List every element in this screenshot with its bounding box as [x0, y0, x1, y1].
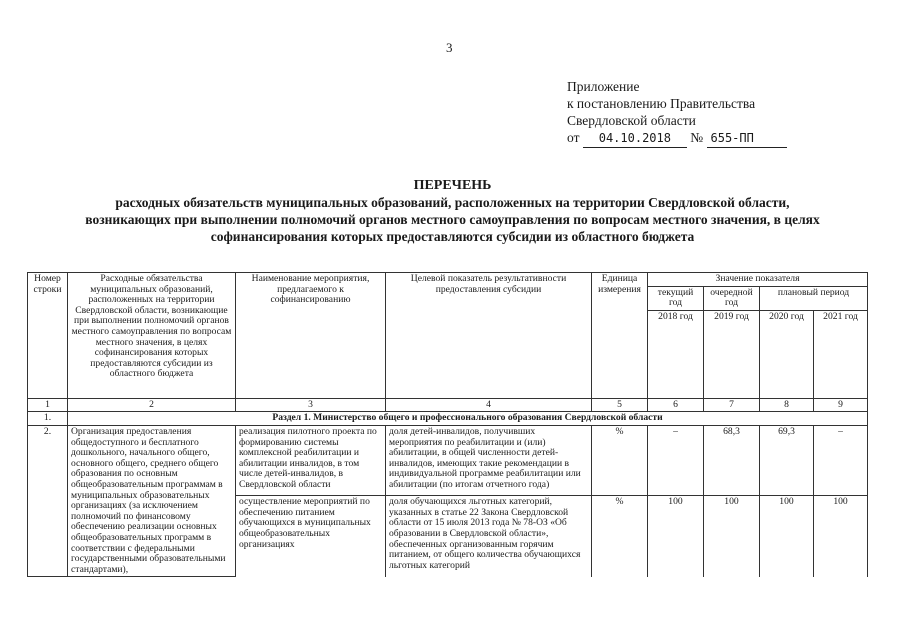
title-line-2: возникающих при выполнении полномочий органов местного самоуправления по вопросам местного значения, в целях: [85, 212, 820, 227]
header-next-year: очередной год: [704, 286, 760, 310]
event-text: реализация пилотного проекта по формированию системы комплексной реабилитации и абилитации инвалидов, в том числе детей-инвалидов, в Свердловской области: [236, 425, 386, 495]
column-number-row: [28, 398, 868, 412]
col-number: 1: [28, 398, 68, 412]
col-number: 6: [648, 398, 704, 412]
col-number: 7: [704, 398, 760, 412]
value-2021: 100: [814, 496, 868, 577]
value-2020: 100: [760, 496, 814, 577]
appendix-date-line: [567, 129, 787, 148]
col-number: 2: [68, 398, 236, 412]
header-plan-period: плановый период: [760, 286, 868, 310]
title-line-1: расходных обязательств муниципальных образований, расположенных на территории Свердловской области,: [115, 195, 790, 210]
event-text: осуществление мероприятий по обеспечению питанием обучающихся в муниципальных общеобразовательных организациях: [236, 496, 386, 577]
header-row-no: Номер строки: [28, 273, 68, 399]
header-current-year: текущий год: [648, 286, 704, 310]
title-heading: ПЕРЕЧЕНЬ: [413, 178, 492, 193]
title-line-3: софинансирования которых предоставляются субсидии из областного бюджета: [210, 229, 695, 244]
obligation-text: Организация предоставления общедоступного и бесплатного дошкольного, начального общего, основного общего, среднего общего образования по основным общеобразовательным программам в муниципальных образовательных организациях (за исключением полномочий по финансовому обеспечению реализации основных общеобразовательных программ в соответствии с федеральными государственными образовательными стандартами),: [68, 425, 236, 576]
section-row: [28, 412, 868, 426]
header-indicator: Целевой показатель результативности предоставления субсидии: [386, 273, 592, 399]
indicator-text: доля детей-инвалидов, получивших мероприятия по реабилитации и (или) абилитации, в общей численности детей-инвалидов, имеющих такие рекомендации в индивидуальной программе реабилитации или абилитации (по итогам отчетного года): [386, 425, 592, 495]
col-number: 8: [760, 398, 814, 412]
table-row: [28, 425, 868, 495]
resolution-number: 655-ПП: [707, 130, 787, 148]
obligations-table: [27, 272, 868, 577]
resolution-date: 04.10.2018: [583, 130, 687, 148]
appendix-line-1: Приложение: [567, 79, 640, 94]
section-number: 1.: [28, 412, 68, 426]
col-number: 3: [236, 398, 386, 412]
header-value: Значение показателя: [648, 273, 868, 287]
value-2018: 100: [648, 496, 704, 577]
col-number: 9: [814, 398, 868, 412]
number-label: №: [690, 130, 704, 145]
header-2019: 2019 год: [704, 310, 760, 398]
header-event: Наименование мероприятия, предлагаемого к софинансированию: [236, 273, 386, 399]
section-title: Раздел 1. Министерство общего и профессионального образования Свердловской области: [68, 412, 868, 426]
value-2019: 68,3: [704, 425, 760, 495]
unit-cell: %: [592, 496, 648, 577]
document-title: [30, 177, 875, 245]
appendix-block: [567, 78, 787, 148]
header-2021: 2021 год: [814, 310, 868, 398]
header-2020: 2020 год: [760, 310, 814, 398]
unit-cell: %: [592, 425, 648, 495]
indicator-text: доля обучающихся льготных категорий, указанных в статье 22 Закона Свердловской области от 15 июля 2013 года № 78-ОЗ «Об образовании в Свердловской области», обеспеченных организованным горячим питанием, от общего количества обучающихся льготных категорий: [386, 496, 592, 577]
header-row-1: [28, 273, 868, 287]
header-2018: 2018 год: [648, 310, 704, 398]
value-2018: –: [648, 425, 704, 495]
page-number: 3: [446, 40, 453, 55]
value-2021: –: [814, 425, 868, 495]
row-number: 2.: [28, 425, 68, 576]
header-obligations: Расходные обязательства муниципальных образований, расположенных на территории Свердловской области, возникающие при выполнении полномочий органов местного самоуправления по вопросам местного значения, в целях софинансирования которых предоставляются субсидии из областного бюджета: [68, 273, 236, 399]
value-2019: 100: [704, 496, 760, 577]
value-2020: 69,3: [760, 425, 814, 495]
col-number: 5: [592, 398, 648, 412]
appendix-line-2: к постановлению Правительства: [567, 96, 756, 111]
header-unit: Единица измерения: [592, 273, 648, 399]
appendix-line-3: Свердловской области: [567, 113, 696, 128]
from-label: от: [567, 130, 580, 145]
col-number: 4: [386, 398, 592, 412]
